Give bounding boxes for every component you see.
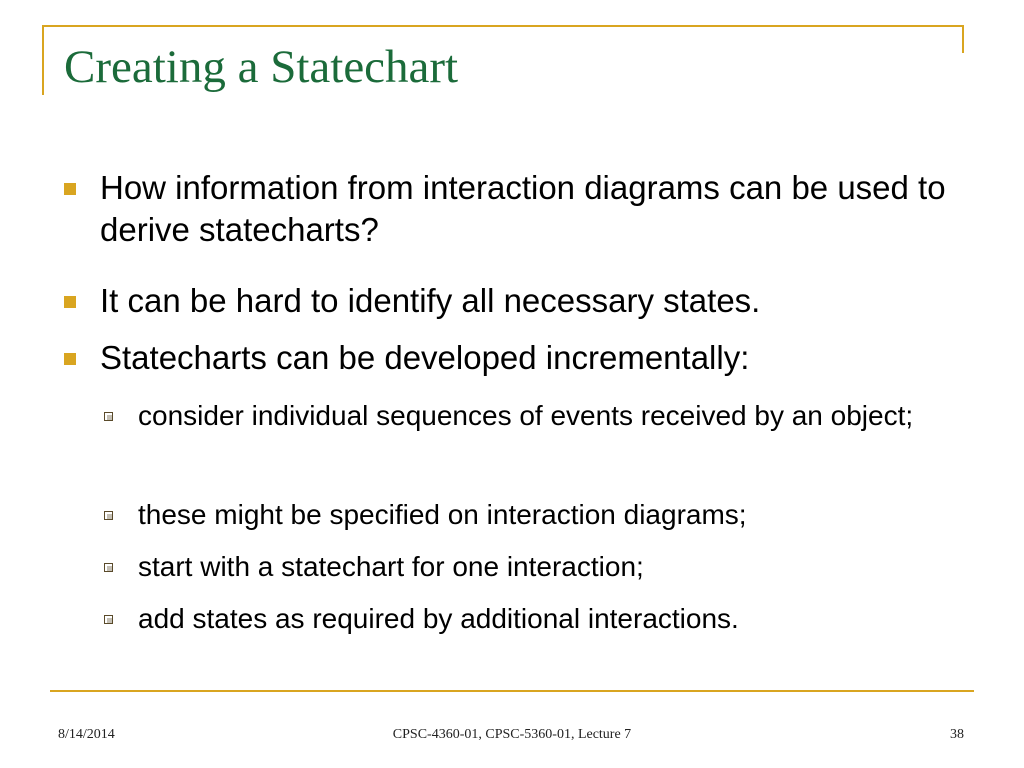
- square-bullet-icon: [64, 353, 76, 365]
- footer-rule: [50, 690, 974, 692]
- sub-bullet-text: these might be specified on interaction diagrams;: [138, 499, 747, 530]
- bullet-text: It can be hard to identify all necessary states.: [100, 282, 761, 319]
- title-frame-right-rule: [962, 25, 964, 53]
- footer-course: CPSC-4360-01, CPSC-5360-01, Lecture 7: [392, 727, 632, 742]
- hollow-square-bullet-icon: [104, 412, 113, 421]
- slide-title: Creating a Statechart: [64, 41, 459, 93]
- sub-bullet-item: [138, 398, 958, 434]
- sub-bullet-text: consider individual sequences of events received by an object;: [138, 400, 914, 431]
- square-bullet-icon: [64, 183, 76, 195]
- sub-bullet-text: start with a statechart for one interaction;: [138, 551, 644, 582]
- bullet-text: Statecharts can be developed incrementally:: [100, 339, 750, 376]
- sub-bullet-item: [138, 497, 958, 533]
- sub-bullet-item: [138, 549, 958, 585]
- footer-date: 8/14/2014: [58, 727, 115, 742]
- bullet-item: [100, 280, 970, 322]
- hollow-square-bullet-icon: [104, 563, 113, 572]
- bullet-text: How information from interaction diagrams can be used to derive statecharts?: [100, 169, 946, 248]
- hollow-square-bullet-icon: [104, 615, 113, 624]
- bullet-item: [100, 337, 970, 379]
- sub-bullet-text: add states as required by additional interactions.: [138, 603, 739, 634]
- square-bullet-icon: [64, 296, 76, 308]
- sub-bullet-item: [138, 601, 958, 637]
- title-frame-left-rule: [42, 25, 44, 95]
- title-frame-top-rule: [42, 25, 964, 27]
- hollow-square-bullet-icon: [104, 511, 113, 520]
- bullet-item: [100, 167, 970, 251]
- footer-page-number: 38: [950, 727, 964, 742]
